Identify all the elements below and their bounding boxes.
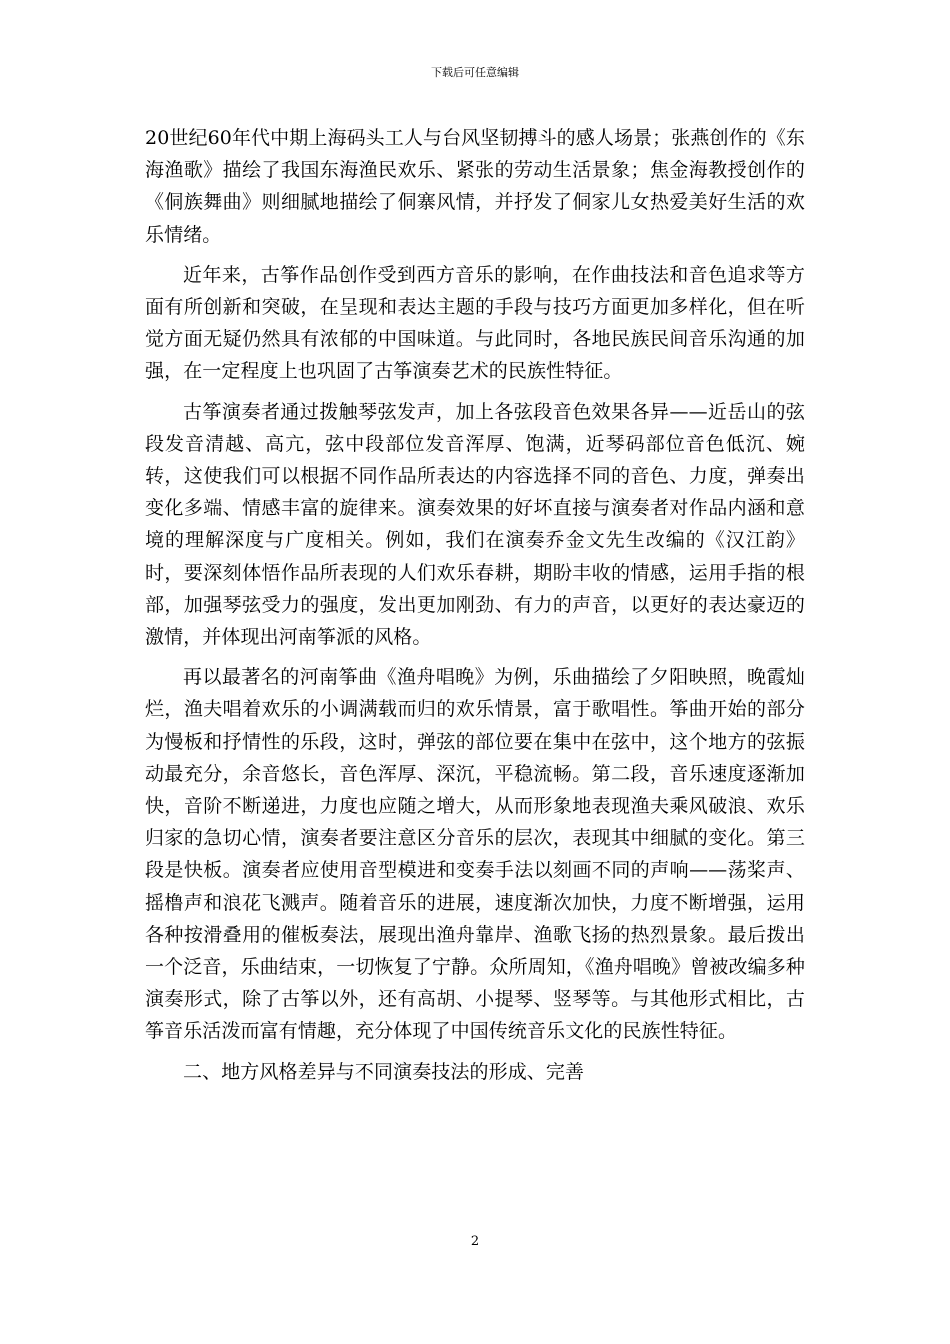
page-header: 下载后可任意编辑	[431, 66, 519, 79]
document-body	[145, 122, 805, 1096]
section-heading: 二、地方风格差异与不同演奏技法的形成、完善	[183, 1060, 585, 1083]
paragraph-continued: 20世纪60年代中期上海码头工人与台风坚韧搏斗的感人场景；张燕创作的《东海渔歌》描绘了我国东海渔民欢乐、紧张的劳动生活景象；焦金海教授创作的《侗族舞曲》则细腻地描绘了侗寨风情，并抒发了侗家儿女热爱美好生活的欢乐情绪。	[145, 127, 805, 246]
page-number: 2	[470, 1234, 480, 1249]
paragraph: 再以最著名的河南筝曲《渔舟唱晚》为例，乐曲描绘了夕阳映照，晚霞灿烂，渔夫唱着欢乐的小调满载而归的欢乐情景，富于歌唱性。筝曲开始的部分为慢板和抒情性的乐段，这时，弹弦的部位要在集中在弦中，这个地方的弦振动最充分，余音悠长，音色浑厚、深沉，平稳流畅。第二段，音乐速度逐渐加快，音阶不断递进，力度也应随之增大，从而形象地表现渔夫乘风破浪、欢乐归家的急切心情，演奏者要注意区分音乐的层次，表现其中细腻的变化。第三段是快板。演奏者应使用音型模进和变奏手法以刻画不同的声响——荡桨声、摇橹声和浪花飞溅声。随着音乐的进展，速度渐次加快，力度不断增强，运用各种按滑叠用的催板奏法，展现出渔舟靠岸、渔歌飞扬的热烈景象。最后拨出一个泛音，乐曲结束，一切恢复了宁静。众所周知，《渔舟唱晚》曾被改编多种演奏形式，除了古筝以外，还有高胡、小提琴、竖琴等。与其他形式相比，古筝音乐活泼而富有情趣，充分体现了中国传统音乐文化的民族性特征。	[145, 666, 805, 1043]
paragraph: 近年来，古筝作品创作受到西方音乐的影响，在作曲技法和音色追求等方面有所创新和突破，在呈现和表达主题的手段与技巧方面更加多样化，但在听觉方面无疑仍然具有浓郁的中国味道。与此同时，各地民族民间音乐沟通的加强，在一定程度上也巩固了古筝演奏艺术的民族性特征。	[145, 263, 805, 383]
paragraph: 古筝演奏者通过拨触琴弦发声，加上各弦段音色效果各异——近岳山的弦段发音清越、高亢，弦中段部位发音浑厚、饱满，近琴码部位音色低沉、婉转，这使我们可以根据不同作品所表达的内容选择不同的音色、力度，弹奏出变化多端、情感丰富的旋律来。演奏效果的好坏直接与演奏者对作品内涵和意境的理解深度与广度相关。例如，我们在演奏乔金文先生改编的《汉江韵》时，要深刻体悟作品所表现的人们欢乐春耕，期盼丰收的情感，运用手指的根部，加强琴弦受力的强度，发出更加刚劲、有力的声音，以更好的表达豪迈的激情，并体现出河南筝派的风格。	[145, 400, 805, 649]
